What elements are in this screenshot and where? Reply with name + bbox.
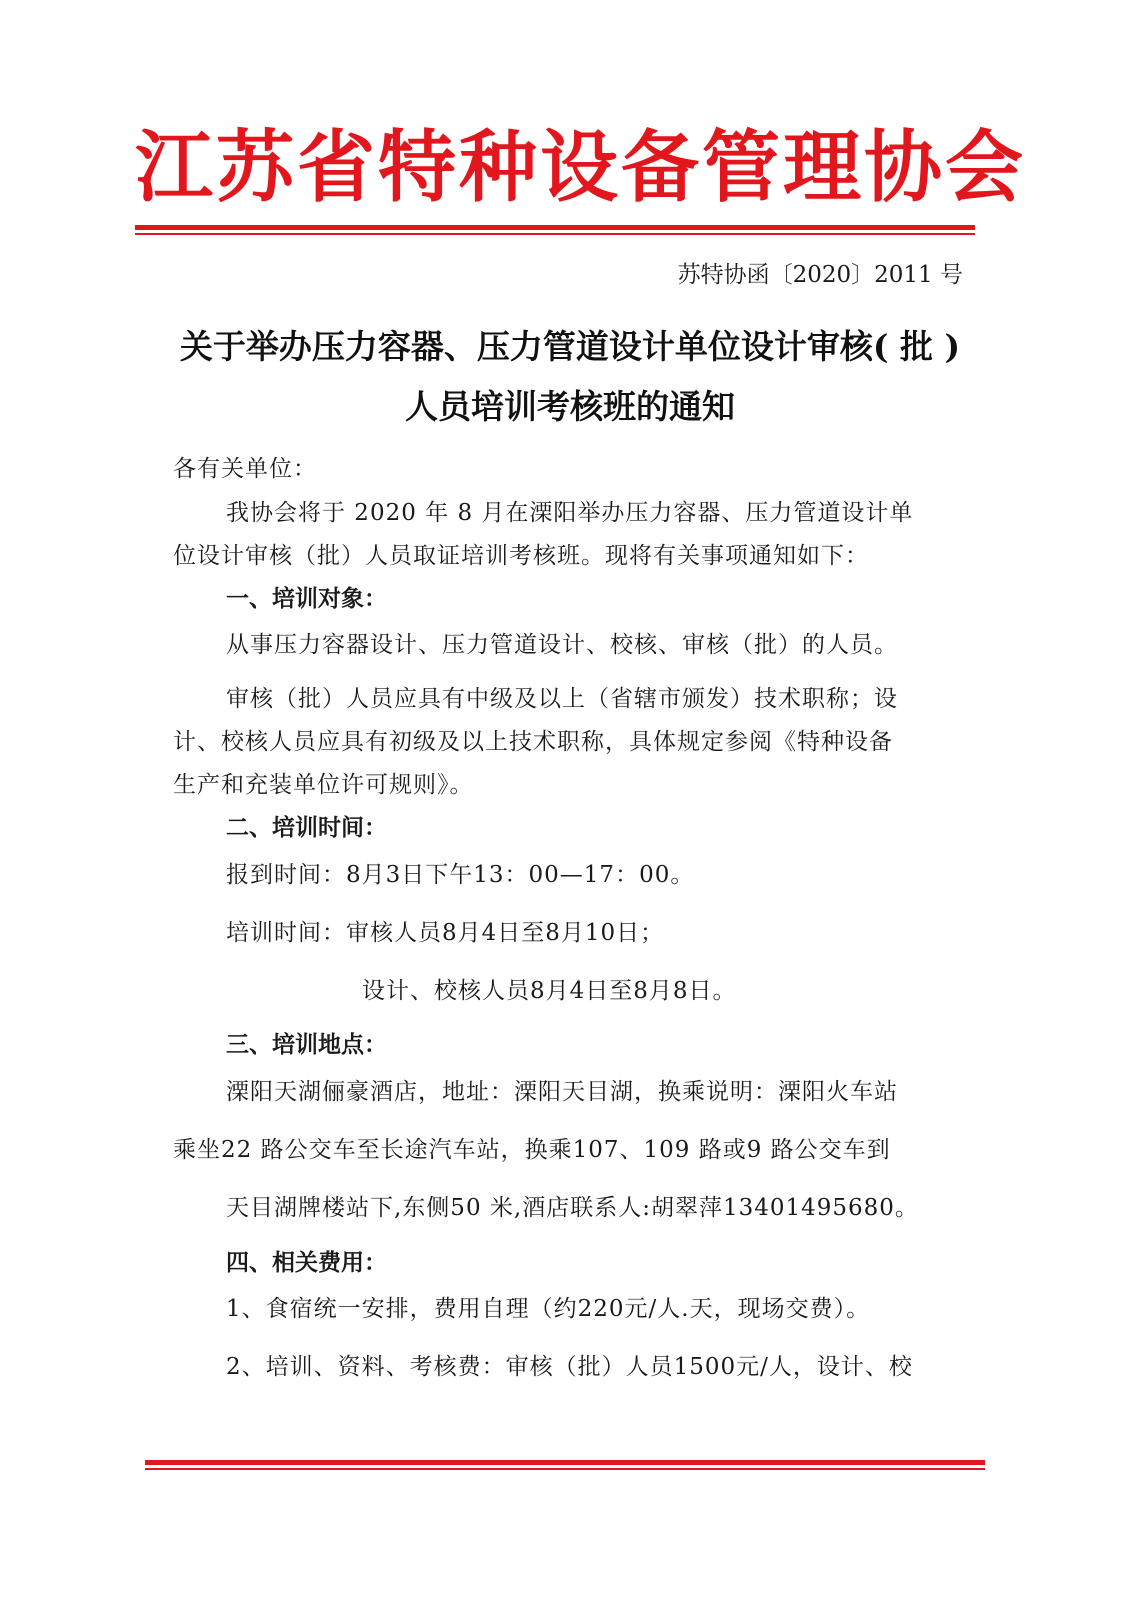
notice-title-line-1: 关于举办压力容器、压力管道设计单位设计审核( 批 ) — [179, 327, 961, 366]
section-heading-time: 二、培训时间： — [226, 815, 387, 841]
training-time-line-1: 培训时间：审核人员8月4日至8月10日； — [226, 920, 665, 946]
location-line-1: 溧阳天湖俪豪酒店，地址：溧阳天目湖，换乘说明：溧阳火车站 — [226, 1079, 898, 1105]
section-heading-trainees: 一、培训对象： — [226, 586, 387, 612]
checkin-time: 报到时间：8月3日下午13：00—17：00。 — [226, 862, 695, 888]
masthead-title: 江苏省特种设备管理协会 — [135, 123, 1027, 213]
training-time-line-2: 设计、校核人员8月4日至8月8日。 — [362, 978, 737, 1004]
masthead-rule-thin — [135, 233, 975, 235]
notice-title-line-2: 人员培训考核班的通知 — [405, 387, 735, 426]
trainees-paragraph-2-line-2: 计、校核人员应具有初级及以上技术职称，具体规定参阅《特种设备 — [173, 729, 893, 755]
section-heading-location: 三、培训地点： — [226, 1032, 387, 1058]
trainees-paragraph-2-line-3: 生产和充装单位许可规则》。 — [173, 772, 474, 798]
masthead-rule-thick — [135, 225, 975, 230]
trainees-paragraph-2-line-1: 审核（批）人员应具有中级及以上（省辖市颁发）技术职称；设 — [226, 686, 898, 712]
fee-item-2: 2、培训、资料、考核费：审核（批）人员1500元/人，设计、校 — [226, 1354, 913, 1380]
footer-rule-thin — [145, 1468, 985, 1470]
fee-item-1: 1、食宿统一安排，费用自理（约220元/人.天，现场交费）。 — [226, 1296, 871, 1322]
section-heading-fees: 四、相关费用： — [226, 1250, 387, 1276]
intro-line-2: 位设计审核（批）人员取证培训考核班。现将有关事项通知如下： — [173, 543, 869, 569]
footer-rule-thick — [145, 1460, 985, 1465]
document-number: 苏特协函〔2020〕2011 号 — [677, 262, 963, 288]
intro-line-1: 我协会将于 2020 年 8 月在溧阳举办压力容器、压力管道设计单 — [226, 500, 914, 526]
salutation: 各有关单位： — [173, 456, 317, 482]
location-line-2: 乘坐22 路公交车至长途汽车站，换乘107、109 路或9 路公交车到 — [173, 1137, 891, 1163]
location-line-3: 天目湖牌楼站下,东侧50 米,酒店联系人:胡翠萍13401495680。 — [226, 1195, 919, 1221]
trainees-paragraph-1: 从事压力容器设计、压力管道设计、校核、审核（批）的人员。 — [226, 632, 898, 658]
